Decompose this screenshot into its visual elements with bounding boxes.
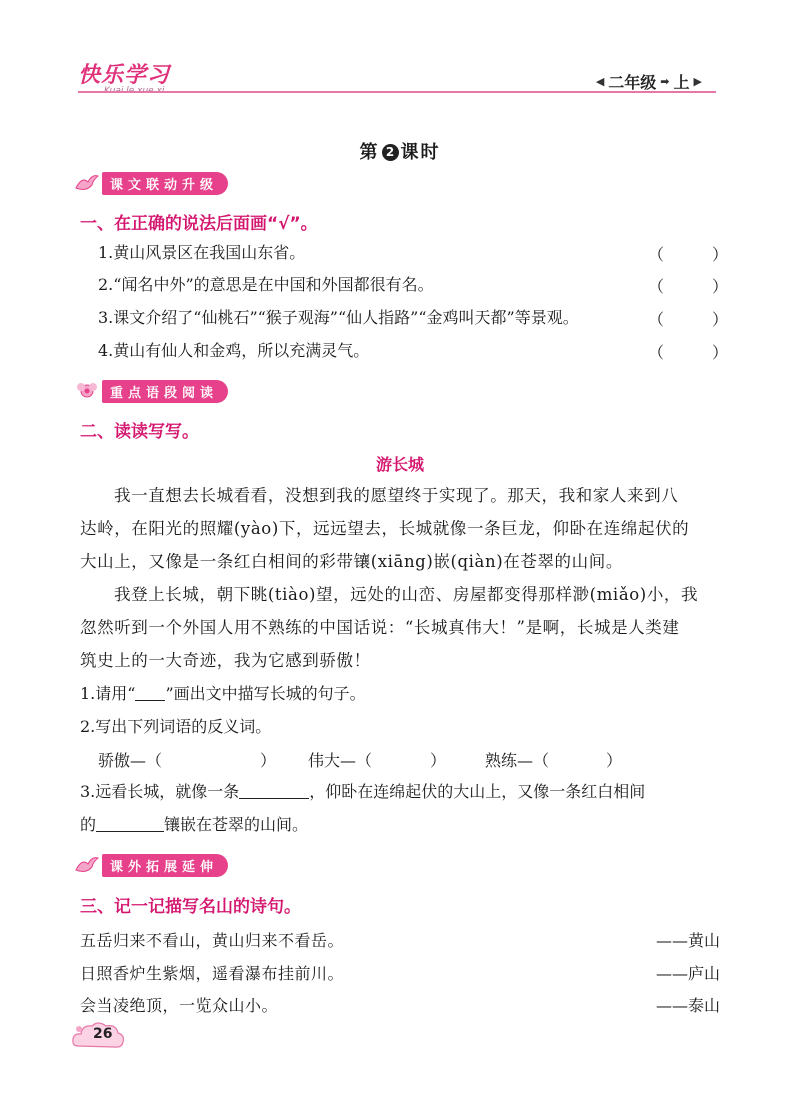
passage-title: 游长城	[375, 455, 424, 474]
fill-blank[interactable]	[239, 783, 309, 799]
banner-extension: 课外拓展延伸	[74, 852, 228, 878]
fill-blank[interactable]	[96, 816, 164, 832]
passage-line: 筑史上的一大奇迹，我为它感到骄傲！	[80, 651, 371, 670]
passage-line: 我登上长城，朝下眺(tiào)望，远处的山峦、房屋都变得那样渺(miǎo)小，我	[114, 585, 699, 604]
passage-line: 我一直想去长城看看，没想到我的愿望终于实现了。那天，我和家人来到八	[114, 486, 679, 505]
section-1-title: 一、在正确的说法后面画“√”。	[80, 214, 318, 234]
poem-mountain: ——黄山	[655, 931, 720, 950]
brand-subtitle: Kuai le xue xi	[104, 86, 165, 96]
s1-question-4: 4.黄山有仙人和金鸡，所以充满灵气。	[98, 341, 370, 360]
brand-logo: 快乐学习	[78, 63, 171, 88]
passage-line: 达岭，在阳光的照耀(yào)下，远远望去，长城就像一条巨龙，仰卧在连绵起伏的	[80, 519, 690, 538]
answer-paren-close: ）	[712, 277, 729, 296]
underline-sample	[135, 685, 165, 701]
bird-icon	[74, 852, 100, 878]
lesson-title: 第 2 课时	[359, 142, 441, 163]
arrow-right-icon: ➡	[660, 75, 670, 88]
antonym-paren-close[interactable]: ）	[430, 751, 447, 770]
antonym-prompt: 伟大—（	[308, 751, 373, 770]
s2-question-1: 1.请用“ ”画出文中描写长城的句子。	[80, 684, 366, 703]
s2-question-2: 2.写出下列词语的反义词。	[80, 717, 272, 736]
poem-mountain: ——泰山	[655, 996, 720, 1015]
banner-text-linkage: 课文联动升级	[74, 170, 228, 196]
flower-icon	[74, 378, 100, 404]
passage-line: 忽然听到一个外国人用不熟练的中国话说：“长城真伟大！”是啊，长城是人类建	[80, 618, 680, 637]
grade-indicator	[596, 70, 702, 93]
poem-line: 五岳归来不看山，黄山归来不看岳。	[80, 931, 345, 950]
page-number-badge	[70, 1018, 126, 1054]
answer-paren-open[interactable]: （	[648, 343, 665, 362]
triangle-left-icon: ◀	[595, 75, 605, 88]
antonym-paren-close[interactable]: ）	[606, 751, 623, 770]
s2-question-3-cont: 的 镶嵌在苍翠的山间。	[80, 815, 309, 834]
lesson-number: 2	[382, 144, 399, 161]
section-3-title: 三、记一记描写名山的诗句。	[80, 897, 301, 917]
antonym-prompt: 熟练—（	[485, 751, 550, 770]
answer-paren-open[interactable]: （	[648, 277, 665, 296]
s1-question-2: 2.“闻名中外”的意思是在中国和外国都很有名。	[98, 275, 434, 294]
antonym-paren-close[interactable]: ）	[260, 751, 277, 770]
answer-paren-close: ）	[712, 310, 729, 329]
grade-label: 二年级	[608, 73, 657, 92]
s1-question-3: 3.课文介绍了“仙桃石”“猴子观海”“仙人指路”“金鸡叫天都”等景观。	[98, 308, 579, 327]
triangle-right-icon: ▶	[693, 75, 702, 88]
banner-key-reading: 重点语段阅读	[74, 378, 228, 404]
answer-paren-close: ）	[712, 245, 729, 264]
section-2-title: 二、读读写写。	[80, 422, 199, 442]
answer-paren-close: ）	[712, 343, 729, 362]
passage-line: 大山上，又像是一条红白相间的彩带镶(xiāng)嵌(qiàn)在苍翠的山间。	[80, 552, 623, 571]
page-number: 26	[93, 1026, 113, 1042]
term-label: 上	[673, 73, 690, 92]
antonym-prompt: 骄傲—（	[98, 751, 163, 770]
s2-question-3: 3.远看长城，就像一条 ，仰卧在连绵起伏的大山上，又像一条红白相间	[80, 782, 646, 801]
s1-question-1: 1.黄山风景区在我国山东省。	[98, 243, 306, 262]
bird-icon	[74, 170, 100, 196]
poem-line: 会当凌绝顶，一览众山小。	[80, 996, 279, 1015]
answer-paren-open[interactable]: （	[648, 310, 665, 329]
poem-line: 日照香炉生紫烟，遥看瀑布挂前川。	[80, 964, 345, 983]
poem-mountain: ——庐山	[655, 964, 720, 983]
answer-paren-open[interactable]: （	[648, 245, 665, 264]
